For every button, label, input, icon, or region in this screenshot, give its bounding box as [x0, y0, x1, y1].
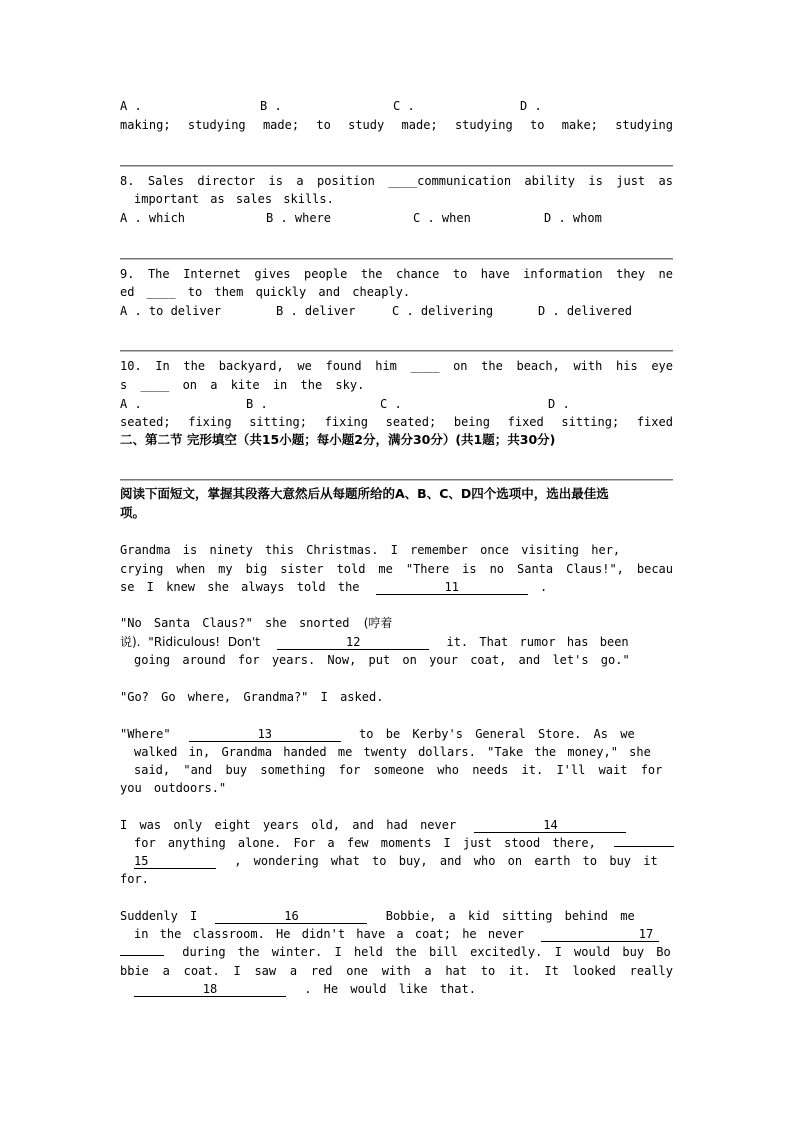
passage-p2-line1 [120, 614, 392, 632]
q7-option-a: making; studying [120, 118, 246, 132]
q7-option-d: to make; studying [530, 118, 673, 132]
passage-p6-text-d: during the winter. I held the bill excitedly. I would buy Bo [182, 945, 671, 959]
q9-option-c: C . delivering [392, 304, 494, 318]
q10-letter-d: D . [548, 397, 570, 411]
blank-17[interactable]: 17 [541, 927, 659, 942]
passage-p4-line2: walked in, Grandma handed me twenty dollars. "Take the money," she [134, 745, 651, 759]
blank-11[interactable]: 11 [376, 580, 528, 595]
q10-option-c: seated; being fixed [385, 415, 544, 429]
blank-16[interactable]: 16 [215, 909, 367, 924]
passage-p6-text-c: in the classroom. He didn't have a coat; he never [134, 927, 525, 941]
q8-stem-line2: important as sales skills. [134, 192, 334, 206]
passage-p5-line1 [120, 816, 626, 834]
q10-option-b: sitting; fixing [249, 415, 368, 429]
passage-p4-line4: you outdoors." [120, 781, 227, 795]
blank-15[interactable]: 15 [134, 854, 216, 869]
q9-stem-line2: ed ____ to them quickly and cheaply. [120, 285, 411, 299]
passage-p2-text-b: it. That rumor has been [446, 635, 629, 649]
q10-stem-line2: s ____ on a kite in the sky. [120, 378, 365, 392]
passage-p6-text-b: Bobbie, a kid sitting behind me [385, 909, 635, 923]
blank-12[interactable]: 12 [277, 635, 429, 650]
blank-18[interactable]: 18 [134, 982, 286, 997]
passage-p2-text-a: 说). "Ridiculous! Don't [120, 635, 261, 649]
passage-p1-line2: crying when my big sister told me "There is no Santa Claus!", becau [120, 562, 673, 576]
q10-options-row [120, 413, 673, 431]
q10-option-d: sitting; fixed [561, 415, 673, 429]
instruction-line2: 项。 [120, 505, 146, 520]
passage-p5-text-b: for anything alone. For a few moments I just stood there, [134, 836, 596, 850]
blank-13[interactable]: 13 [189, 727, 341, 742]
q7-letter-c: C . [393, 99, 415, 113]
q8-option-a: A . which [120, 211, 186, 225]
q10-stem-line1: 10. In the backyard, we found him ____ on the beach, with his eye [120, 359, 673, 373]
q10-letter-b: B . [246, 397, 268, 411]
passage-p3: "Go? Go where, Grandma?" I asked. [120, 690, 384, 704]
q10-letter-a: A . [120, 397, 142, 411]
q8-option-c: C . when [413, 211, 471, 225]
q7-option-b: made; to study [262, 118, 385, 132]
passage-p2-quote: "No Santa Claus?" she snorted [120, 616, 350, 630]
passage-p6-text-e: . He would like that. [304, 982, 476, 996]
passage-p1-line1: Grandma is ninety this Christmas. I remember once visiting her, [120, 543, 621, 557]
section-heading: 二、第二节 完形填空（共15小题；每小题2分，满分30分）(共1题；共30分) [120, 432, 556, 447]
q10-letter-c: C . [380, 397, 402, 411]
passage-p4-line3: said, "and buy something for someone who needs it. I'll wait for [134, 763, 663, 777]
passage-p5-line4: for. [120, 872, 149, 886]
q9-option-b: B . deliver [276, 304, 356, 318]
q8-stem-line1: 8. Sales director is a position ____communication ability is just as [120, 174, 673, 188]
q9-option-d: D . delivered [538, 304, 632, 318]
q9-stem-line1: 9. The Internet gives people the chance to have information they ne [120, 267, 673, 281]
passage-p6-line1 [120, 907, 635, 925]
passage-p1-line3 [120, 578, 547, 596]
passage-p6-line5 [134, 980, 476, 998]
passage-p5-line3 [134, 852, 658, 870]
passage-p2-line3: going around for years. Now, put on your coat, and let's go." [134, 653, 630, 667]
blank-17-tail [120, 955, 164, 956]
divider-3 [120, 350, 673, 352]
passage-p5-text-c: , wondering what to buy, and who on earth to buy it [234, 854, 658, 868]
instruction-line1: 阅读下面短文，掌握其段落大意然后从每题所给的A、B、C、D四个选项中，选出最佳选 [120, 486, 609, 501]
passage-p6-text-a: Suddenly I [120, 909, 198, 923]
q8-option-d: D . whom [544, 211, 602, 225]
passage-p4-line1 [120, 725, 635, 743]
passage-p1-end: . [539, 580, 548, 594]
passage-p6-line2 [134, 925, 659, 943]
passage-p6-line4: bbie a coat. I saw a red one with a hat to it. It looked really [120, 964, 673, 978]
q8-option-b: B . where [266, 211, 332, 225]
divider-2 [120, 258, 673, 260]
divider-1 [120, 165, 673, 167]
q7-option-c: made; studying [401, 118, 513, 132]
q7-letter-d: D . [520, 99, 542, 113]
blank-14[interactable]: 14 [474, 818, 626, 833]
divider-4 [120, 479, 673, 481]
q10-option-a: seated; fixing [120, 415, 232, 429]
passage-p2-gloss: (哼着 [363, 616, 393, 630]
passage-p6-line3 [120, 943, 671, 961]
passage-p5-line2 [134, 834, 674, 852]
passage-p2-line2 [120, 633, 629, 651]
q7-letter-a: A . [120, 99, 142, 113]
q7-letter-b: B . [260, 99, 282, 113]
passage-p4-text-a: "Where" [120, 727, 171, 741]
passage-p4-text-b: to be Kerby's General Store. As we [359, 727, 635, 741]
q7-options-row [120, 116, 673, 134]
passage-p5-text-a: I was only eight years old, and had never [120, 818, 457, 832]
q9-option-a: A . to deliver [120, 304, 222, 318]
passage-p1-text: se I knew she always told the [120, 580, 360, 594]
blank-15-lead [614, 846, 674, 847]
